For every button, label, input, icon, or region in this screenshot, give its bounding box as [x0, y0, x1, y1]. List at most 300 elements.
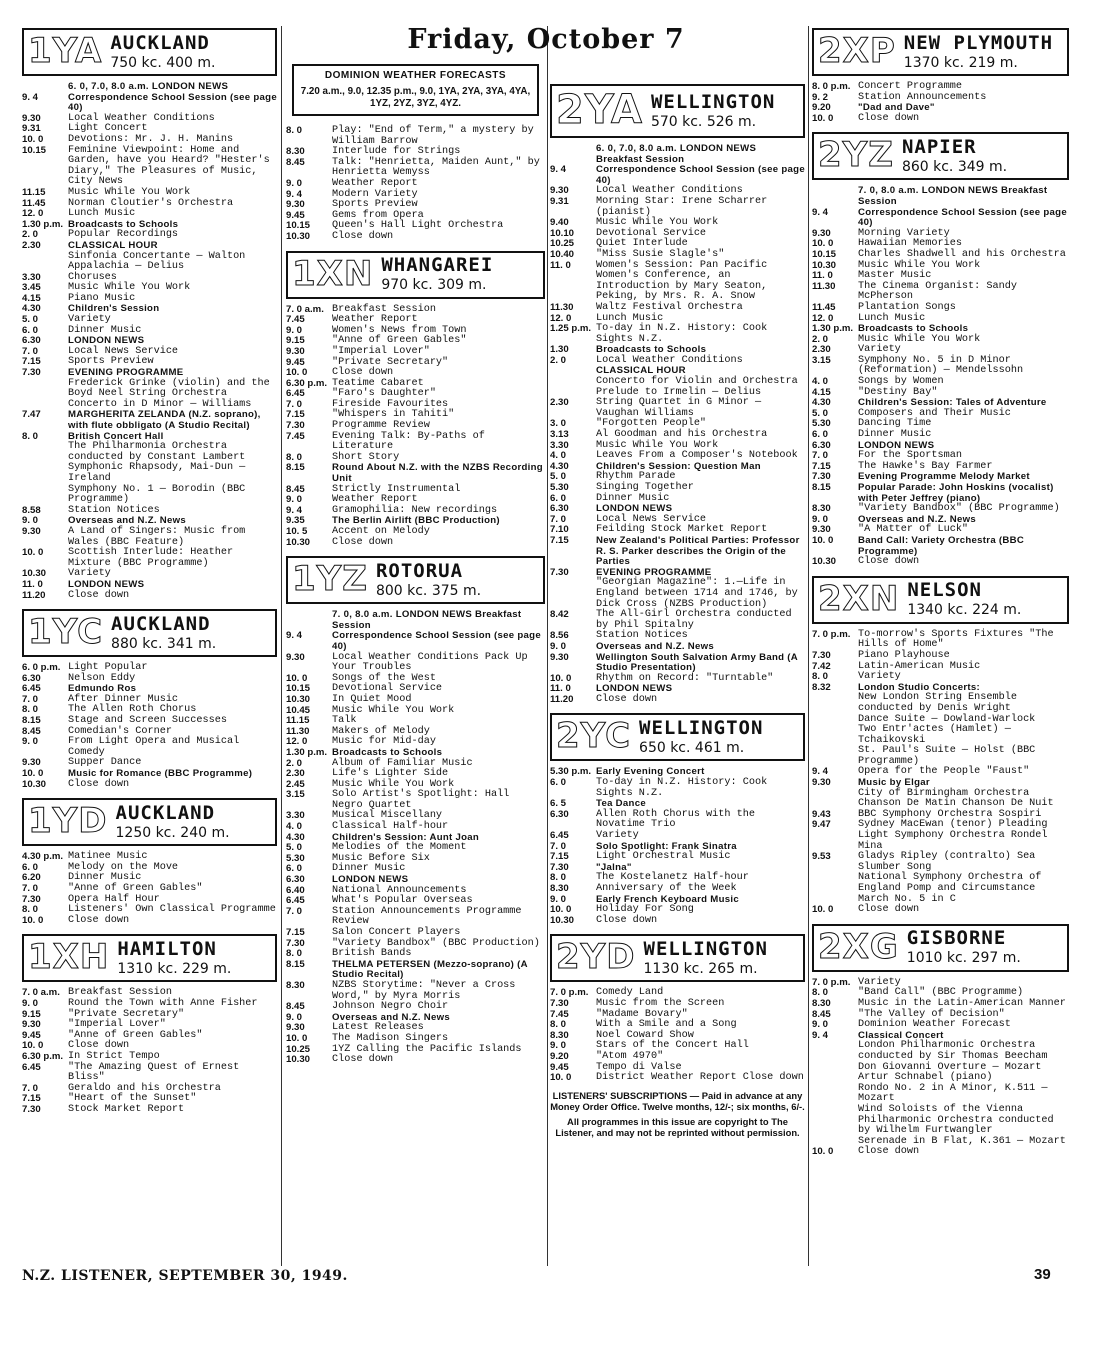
entry-time: 1.25 p.m. — [550, 323, 592, 335]
entry-time: 6. 0 — [812, 429, 829, 441]
entry-time: 9. 0 — [286, 177, 303, 189]
entry-time — [22, 82, 68, 93]
entry-time: 6.30 p.m. — [286, 377, 328, 389]
entry-time: 10.30 — [550, 914, 575, 926]
entry-time: 12. 0 — [22, 208, 44, 220]
entry-programme: For the Sportsman — [858, 450, 962, 462]
entry-programme: Dancing Time — [858, 418, 932, 430]
schedule-entry — [550, 144, 805, 165]
column-rule — [547, 26, 548, 1266]
schedule-entry — [812, 831, 1069, 852]
entry-time: 11.30 — [286, 725, 310, 737]
entry-time: 6. 0 — [550, 492, 567, 504]
entry-time: 7. 0 — [812, 450, 829, 462]
weather-times: 7.20 a.m., 9.0, 12.35 p.m., 9.0, 1YA, 2YA, 3YA, 4YA, 1YZ, 2YZ, 3YZ, 4YZ. — [300, 86, 531, 109]
station-frequency: 970 kc. 309 m. — [381, 277, 487, 294]
entry-programme: THELMA PETERSEN (Mezzo-soprano) (A Studio Recital) — [332, 958, 528, 981]
entry-time: 8.15 — [286, 462, 305, 474]
schedule-entry — [550, 610, 805, 631]
entry-programme: Short Story — [332, 451, 400, 463]
entry-programme: Broadcasts to Schools — [596, 344, 707, 356]
entry-programme: Local Weather Conditions — [596, 185, 743, 197]
entry-time: 4.15 — [812, 386, 831, 398]
schedule-1yd — [22, 852, 277, 926]
entry-programme: Concerto in D Minor — Williams — [68, 398, 252, 410]
schedule-entry — [22, 410, 277, 431]
schedule-entry — [22, 863, 277, 874]
entry-time: 6. 0 p.m. — [22, 662, 61, 674]
entry-programme: In Quiet Mood — [332, 693, 412, 705]
schedule-entry — [286, 538, 545, 549]
entry-programme: Fireside Favourites — [332, 398, 449, 410]
schedule-2xp — [812, 82, 1069, 124]
entry-time: 9. 4 — [812, 206, 829, 218]
entry-programme: District Weather Report Close down — [596, 1072, 804, 1084]
column-rule — [281, 26, 282, 1266]
entry-time: 8.45 — [286, 156, 305, 168]
entry-programme: Music While You Work — [332, 704, 455, 716]
entry-time: 9.30 — [22, 112, 41, 124]
schedule-entry — [286, 358, 545, 369]
schedule-entry — [286, 1045, 545, 1056]
entry-time: 7. 0 — [22, 693, 39, 705]
entry-programme: Modern Variety — [332, 188, 418, 200]
entry-programme: LONDON NEWS — [68, 335, 145, 347]
entry-time: 11. 0 — [550, 259, 571, 271]
station-city: AUCKLAND — [115, 801, 216, 824]
entry-time: 9.30 — [550, 651, 569, 663]
entry-programme: Children's Session — [68, 303, 160, 315]
entry-programme: "Anne of Green Gables" — [332, 335, 467, 347]
entry-time: 10.30 — [286, 1054, 311, 1066]
schedule-entry — [286, 610, 545, 631]
entry-programme: Latest Releases — [332, 1022, 424, 1034]
entry-time: 7.30 — [22, 893, 41, 905]
entry-programme: Accent on Melody — [332, 526, 430, 537]
entry-programme: "Private Secretary" — [68, 1008, 185, 1020]
schedule-entry — [286, 748, 545, 759]
entry-programme: Anniversary of the Week — [596, 883, 737, 894]
entry-time: 7. 0 — [286, 905, 303, 917]
entry-programme: LONDON NEWS — [596, 503, 673, 515]
entry-programme: Nelson Eddy — [68, 672, 136, 684]
entry-time: 9.45 — [550, 1061, 569, 1073]
entry-time: 11.45 — [812, 301, 836, 313]
entry-time: 7.42 — [812, 660, 831, 672]
schedule-entry — [550, 303, 805, 314]
station-header-1yc — [22, 609, 277, 657]
entry-programme: Melody on the Move — [68, 861, 179, 873]
entry-programme: LONDON NEWS — [68, 578, 145, 590]
entry-programme: Dominion Weather Forecast — [858, 1019, 1011, 1031]
entry-time — [812, 746, 858, 767]
entry-time: 10. 0 — [22, 547, 44, 559]
entry-programme: Evening Programme Melody Market — [858, 471, 1030, 483]
schedule-entry — [550, 884, 805, 895]
entry-programme: Rondo No. 2 in A Minor, K.511 — Mozart — [858, 1082, 1048, 1105]
entry-time: 11. 0 — [550, 683, 571, 695]
schedule-entry — [812, 767, 1069, 778]
entry-programme: London Studio Concerts: — [858, 681, 981, 693]
entry-time: 9.45 — [286, 356, 305, 368]
schedule-entry — [812, 662, 1069, 673]
entry-programme: Local Weather Conditions — [68, 112, 215, 124]
entry-programme: Comedian's Corner — [68, 725, 172, 737]
entry-time: 7.30 — [550, 566, 569, 578]
entry-programme: Station Notices — [596, 630, 688, 642]
entry-time: 10. 0 — [22, 133, 44, 145]
entry-programme: The Cinema Organist: Sandy McPherson — [858, 280, 1017, 303]
entry-programme: Devotions: Mr. J. H. Manins — [68, 133, 234, 145]
station-city: WHANGAREI — [381, 254, 494, 277]
entry-programme: Overseas and N.Z. News — [858, 513, 977, 525]
schedule-entry — [22, 527, 277, 548]
entry-programme: Close down — [68, 778, 130, 790]
entry-programme: To-day in N.Z. History: Cook Sights N.Z. — [596, 323, 768, 345]
entry-time — [812, 725, 858, 746]
entry-programme: Serenade in B Flat, K.361 — Mozart — [858, 1135, 1066, 1147]
entry-programme: Holiday For Song — [596, 904, 694, 916]
entry-programme: Close down — [332, 367, 394, 379]
entry-time: 9.40 — [550, 217, 569, 229]
station-frequency: 1010 kc. 297 m. — [906, 950, 1021, 967]
entry-programme: "A Matter of Luck" — [858, 524, 969, 536]
entry-time: 6. 0 — [550, 777, 567, 789]
schedule-entry — [286, 126, 545, 147]
entry-programme: "Anne of Green Gables" — [68, 883, 203, 894]
column-2 — [286, 58, 545, 1066]
weather-title: DOMINION WEATHER FORECASTS — [324, 70, 507, 81]
entry-time: 8.56 — [550, 630, 569, 642]
entry-programme: Broadcasts to Schools — [68, 218, 179, 230]
entry-time: 9.43 — [812, 808, 831, 820]
entry-programme: Dance Suite — Dowland-Warlock — [858, 713, 1036, 725]
entry-time: 10.40 — [550, 248, 575, 260]
station-header-2xp — [812, 28, 1069, 76]
entry-time: 9.45 — [22, 1029, 41, 1041]
schedule-entry — [550, 494, 805, 505]
schedule-entry — [22, 674, 277, 685]
entry-time: 7.15 — [550, 851, 569, 863]
entry-programme: Music While You Work — [596, 439, 719, 451]
entry-time: 4.30 p.m. — [22, 851, 64, 863]
entry-programme: Concert Programme — [858, 81, 962, 92]
entry-programme: Light Concert — [68, 123, 148, 135]
station-callsign: 2XG — [818, 926, 899, 967]
entry-time: 5. 0 — [812, 407, 829, 419]
entry-programme: Rhythm Parade — [596, 471, 676, 483]
entry-programme: Music While You Work — [68, 186, 191, 198]
entry-programme: Correspondence School Session (see page 40) — [596, 164, 805, 186]
schedule-2yc — [550, 767, 805, 926]
entry-time: 10.30 — [286, 536, 311, 548]
column-1 — [22, 26, 277, 1116]
schedule-entry — [550, 536, 805, 568]
entry-programme: Songs by Women — [858, 376, 944, 388]
schedule-entry — [550, 1052, 805, 1063]
entry-time: 1.30 p.m. — [812, 323, 854, 335]
entry-programme: Close down — [68, 914, 130, 926]
entry-time: 9. 0 — [286, 1011, 303, 1023]
station-header-2xg — [812, 924, 1069, 972]
entry-programme: Station Announcements Programme Review — [332, 905, 522, 928]
schedule-entry — [22, 135, 277, 146]
entry-programme: EVENING PROGRAMME — [68, 367, 184, 379]
station-header-2yz — [812, 132, 1069, 180]
entry-time: 8. 0 — [22, 704, 39, 716]
station-callsign: 2XP — [818, 31, 896, 71]
entry-programme: Opera for the People "Faust" — [858, 766, 1030, 778]
station-callsign: 2YD — [556, 937, 636, 978]
schedule-entry — [812, 282, 1069, 303]
schedule-entry — [812, 377, 1069, 388]
entry-time: 3.13 — [550, 429, 569, 441]
schedule-entry — [812, 114, 1069, 125]
schedule-entry — [286, 854, 545, 865]
entry-time: 7. 0 — [22, 345, 39, 357]
entry-programme: Dinner Music — [596, 492, 670, 504]
entry-time: 6.40 — [286, 884, 305, 896]
entry-programme: Children's Session: Question Man — [596, 460, 761, 472]
entry-time: 9.30 — [286, 651, 305, 663]
entry-time: 10. 0 — [550, 1072, 572, 1084]
entry-time: 8. 0 — [22, 430, 39, 442]
entry-programme: Round the Town with Anne Fisher — [68, 997, 258, 1009]
entry-programme: "Imperial Lover" — [332, 345, 430, 357]
schedule-entry — [812, 905, 1069, 916]
entry-programme: Light Symphony Orchestra Rondel Mina — [858, 830, 1048, 852]
entry-time: 9.30 — [550, 185, 569, 197]
entry-programme: Scottish Interlude: Heather Mixture (BBC Programme) — [68, 547, 234, 569]
entry-time: 4. 0 — [812, 376, 829, 388]
schedule-entry — [550, 261, 805, 303]
entry-time: 5. 0 — [286, 842, 303, 854]
entry-programme: Choruses — [68, 271, 117, 283]
entry-programme: "Jalna" — [596, 861, 632, 873]
entry-time: 9. 2 — [812, 91, 829, 103]
entry-time: 4.30 — [22, 303, 41, 315]
schedule-entry — [550, 483, 805, 494]
entry-time: 1.30 — [550, 344, 569, 356]
entry-time: 10.25 — [550, 238, 575, 250]
entry-time: 9. 0 — [812, 513, 829, 525]
entry-time — [812, 1105, 858, 1137]
entry-time: 5.30 — [812, 418, 831, 430]
entry-programme: Light Popular — [68, 662, 148, 674]
entry-time: 6.45 — [286, 895, 305, 907]
entry-programme: Variety — [68, 568, 111, 580]
entry-time — [812, 1073, 858, 1084]
entry-programme: Talk: "Henrietta, Maiden Aunt," by Henrietta Wemyss — [332, 156, 540, 179]
entry-programme: 6. 0, 7.0, 8.0 a.m. LONDON NEWS Breakfast Session — [596, 143, 757, 165]
entry-time: 7. 0 — [22, 883, 39, 894]
schedule-entry — [812, 430, 1069, 441]
schedule-entry — [22, 569, 277, 580]
schedule-entry — [812, 852, 1069, 873]
entry-time: 11.45 — [22, 197, 46, 209]
entry-programme: The Berlin Airlift (BBC Production) — [332, 515, 500, 527]
entry-programme: "Dad and Dave" — [858, 102, 935, 114]
entry-programme: London Philharmonic Orchestra conducted by Sir Thomas Beecham — [858, 1040, 1048, 1062]
entry-programme: The Hawke's Bay Farmer — [858, 460, 993, 472]
entry-programme: Popular Recordings — [68, 229, 179, 241]
entry-time: 10. 5 — [286, 526, 308, 537]
entry-time: 9.30 — [286, 345, 305, 357]
entry-time: 3.30 — [550, 439, 569, 451]
schedule-entry — [286, 864, 545, 875]
entry-time: 3.15 — [812, 354, 831, 366]
schedule-entry — [286, 706, 545, 717]
entry-programme: Supper Dance — [68, 757, 142, 769]
entry-programme: Close down — [858, 112, 920, 124]
entry-programme: Salon Concert Players — [332, 927, 461, 938]
entry-programme: Appalachia — Delius — [68, 261, 185, 273]
entry-programme: Feminine Viewpoint: Home and Garden, have you Heard? "Hester's Diary," The Pleasures of Music, City News — [68, 144, 270, 188]
entry-time — [22, 442, 68, 463]
entry-time: 8.58 — [22, 504, 41, 516]
entry-time: 12. 0 — [550, 312, 572, 324]
station-city: NELSON — [907, 579, 982, 602]
schedule-entry — [22, 326, 277, 337]
entry-time: 3.15 — [286, 789, 305, 801]
entry-time: 7.15 — [812, 460, 831, 472]
station-city: WELLINGTON — [650, 90, 776, 113]
entry-time: 9. 0 — [286, 324, 303, 336]
entry-programme: Music While You Work — [68, 282, 191, 294]
schedule-2xg — [812, 978, 1069, 1158]
schedule-entry — [286, 960, 545, 981]
entry-time: 7. 0 — [22, 1082, 39, 1094]
entry-time: 9.30 — [812, 524, 831, 536]
schedule-entry — [286, 347, 545, 358]
entry-programme: Piano Playhouse — [858, 649, 950, 661]
publication-footer: N.Z. LISTENER, SEPTEMBER 30, 1949. — [22, 1268, 348, 1284]
entry-programme: Local Weather Conditions — [596, 354, 743, 366]
schedule-entry — [286, 463, 545, 484]
schedule-entry — [22, 241, 277, 252]
entry-time: 9.31 — [550, 195, 569, 207]
schedule-entry — [22, 884, 277, 895]
entry-time: 8.30 — [812, 503, 831, 515]
entry-programme: "Destiny Bay" — [858, 386, 938, 398]
entry-programme: Breakfast Session — [68, 987, 172, 999]
entry-time: 2.45 — [286, 778, 305, 790]
schedule-entry — [812, 873, 1069, 905]
entry-time: 7.30 — [812, 649, 831, 661]
schedule-entry — [22, 916, 277, 927]
station-callsign: 1XN — [292, 253, 374, 294]
entry-time: 9. 0 — [550, 893, 567, 905]
entry-time: 10.30 — [812, 259, 837, 271]
schedule-1yc — [22, 663, 277, 790]
schedule-1xh — [22, 988, 277, 1115]
schedule-entry — [22, 315, 277, 326]
station-callsign: 1YC — [28, 612, 104, 653]
entry-programme: Johnson Negro Choir — [332, 1001, 449, 1013]
entry-programme: Melodies of the Moment — [332, 842, 467, 854]
entry-programme: Close down — [68, 1040, 130, 1052]
schedule-entry — [812, 1105, 1069, 1137]
entry-time — [286, 610, 332, 631]
entry-programme: "Heart of the Sunset" — [68, 1093, 197, 1105]
entry-programme: Women's Session: Pan Pacific Women's Conference, an Introduction by Mary Seaton, Peking, by Mrs. R. A. Snow — [596, 259, 768, 303]
entry-time: 4.30 — [812, 397, 831, 409]
entry-time: 6. 0 — [22, 324, 39, 336]
schedule-entry — [22, 199, 277, 210]
schedule-entry — [22, 463, 277, 484]
entry-programme: Close down — [858, 556, 920, 568]
entry-time: 9. 0 — [22, 736, 39, 748]
station-callsign: 1YD — [28, 801, 108, 842]
schedule-entry — [550, 642, 805, 653]
schedule-entry — [22, 114, 277, 125]
entry-time: 7. 0 — [550, 840, 567, 852]
entry-time: 6.30 — [550, 503, 569, 515]
entry-time: 1.30 p.m. — [22, 218, 64, 230]
schedule-entry — [286, 1034, 545, 1045]
entry-programme: Symphony No. 1 — Borodin (BBC Programme) — [68, 483, 246, 506]
entry-programme: Dinner Music — [68, 324, 142, 336]
entry-time: 11.15 — [286, 715, 310, 727]
entry-time — [812, 186, 858, 207]
entry-time: 10.10 — [550, 227, 575, 239]
entry-programme: Close down — [858, 1146, 920, 1158]
schedule-2ya — [550, 144, 805, 705]
schedule-entry — [550, 810, 805, 831]
entry-programme: Latin-American Music — [858, 660, 981, 672]
entry-time: 10. 0 — [22, 768, 44, 780]
entry-time: 6.45 — [286, 388, 305, 400]
entry-programme: Feilding Stock Market Report — [596, 524, 768, 536]
entry-programme: Concerto for Violin and Orchestra — [596, 376, 798, 388]
entry-time: 9.35 — [286, 515, 305, 527]
entry-time: 10.45 — [286, 704, 311, 716]
schedule-entry — [22, 580, 277, 591]
entry-time: 8.45 — [812, 1008, 831, 1020]
entry-programme: Lunch Music — [858, 312, 926, 324]
entry-time: 7.45 — [550, 1008, 569, 1020]
schedule-entry — [812, 1041, 1069, 1062]
entry-time: 10.30 — [286, 230, 311, 242]
entry-time: 8.15 — [22, 715, 41, 727]
entry-time: 11.30 — [812, 280, 836, 292]
entry-programme: Variety — [68, 314, 111, 326]
entry-time: 10.30 — [286, 693, 311, 705]
entry-programme: Classical Half-hour — [332, 821, 449, 833]
entry-programme: Gems from Opera — [332, 209, 424, 221]
entry-time: 7. 0 — [286, 398, 303, 410]
entry-time: 7.30 — [286, 420, 305, 432]
entry-programme: Devotional Service — [332, 683, 443, 695]
entry-programme: Early French Keyboard Music — [596, 893, 739, 905]
schedule-1yz — [286, 610, 545, 1066]
entry-time: 8.30 — [286, 146, 305, 158]
entry-time: 8. 0 — [550, 872, 567, 884]
entry-time: 4. 0 — [286, 821, 303, 833]
schedule-entry — [812, 356, 1069, 377]
entry-programme: Music for Mid-day — [332, 736, 436, 748]
entry-time: 3.30 — [286, 810, 305, 822]
weather-forecast-box — [292, 64, 539, 116]
schedule-entry — [22, 780, 277, 791]
entry-time: 11.20 — [22, 589, 46, 601]
entry-programme: Sports Preview — [332, 199, 418, 211]
entry-programme: "Georgian Magazine": 1.—Life in England between 1714 and 1746, by Dick Cross (NZBS Production) — [596, 577, 798, 610]
schedule-entry — [22, 146, 277, 188]
schedule-entry — [286, 1055, 545, 1066]
entry-programme: Waltz Festival Orchestra — [596, 301, 743, 313]
entry-programme: The Philharmonia Orchestra conducted by Constant Lambert — [68, 441, 246, 463]
